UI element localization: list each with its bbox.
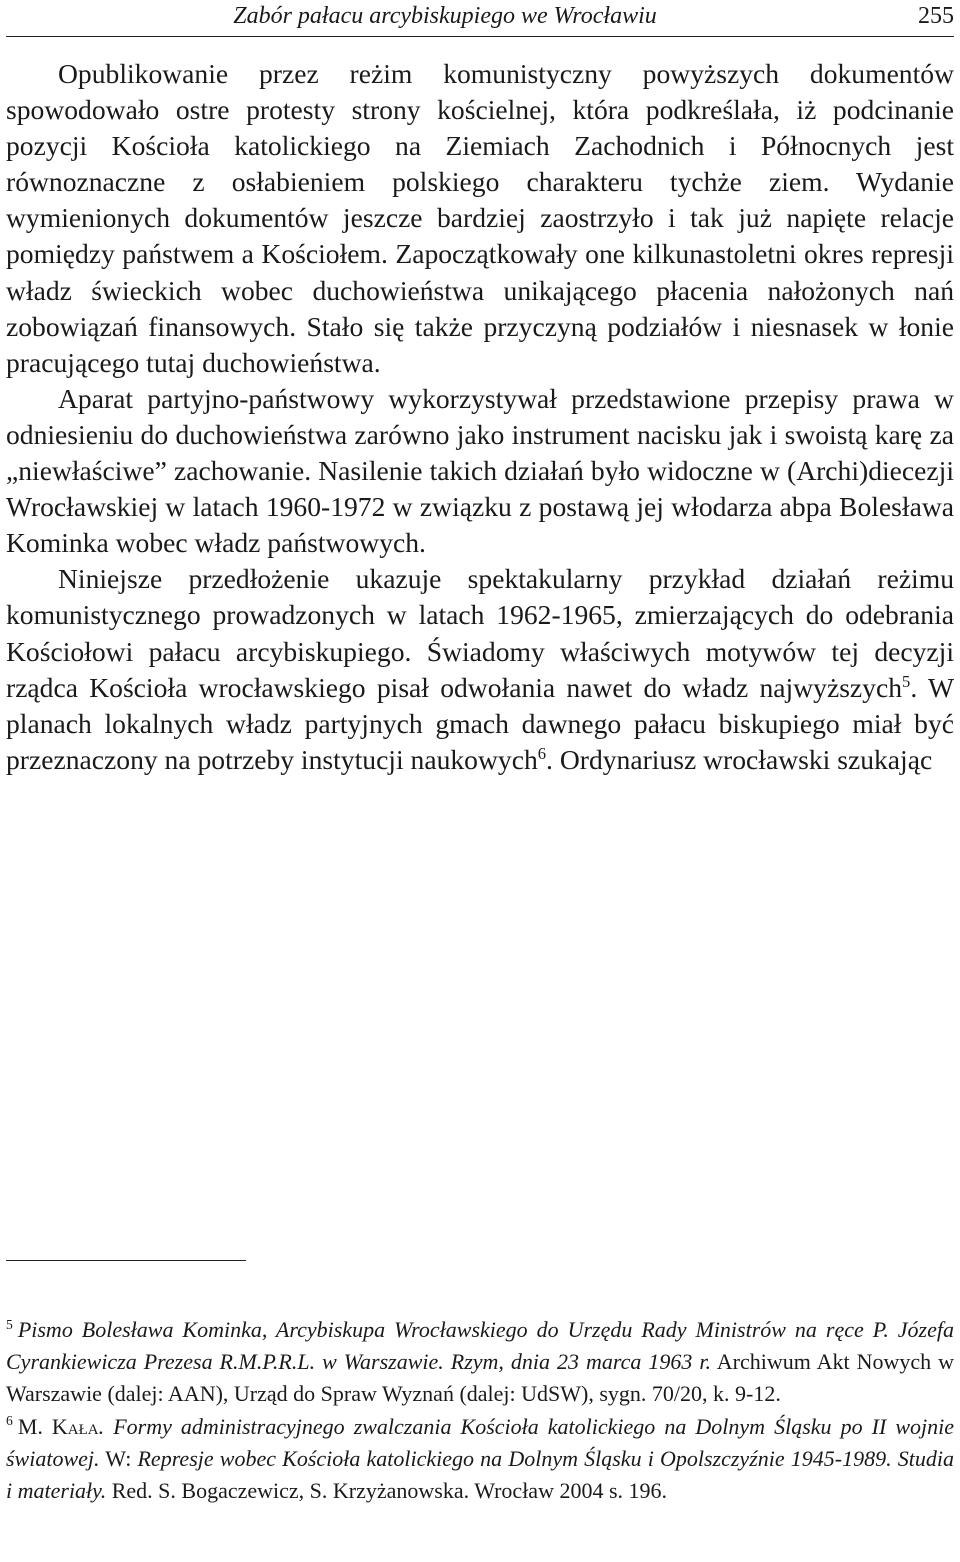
- footnote-6-source-title: Represje wobec Kościoła katolickiego na Dolnym Śląsku i Opolszczyźnie 1945-1989. Studia i materiały.: [6, 1445, 954, 1504]
- footnote-6-author-name: Kała: [51, 1413, 99, 1439]
- footnote-5-italic-text: Pismo Bolesława Kominka, Arcybiskupa Wrocławskiego do Urzędu Rady Ministrów na ręce P. Józefa Cyrankiewicza Prezesa R.M.P.R.L. w Warszawie. Rzym, dnia 23 marca 1963 r.: [6, 1317, 954, 1375]
- footnote-6-title: . Formy administracyjnego zwalczania Kościoła katolickiego na Dolnym Śląsku po II wojnie światowej.: [6, 1413, 954, 1471]
- paragraph-3-part-c: . Ordynariusz wrocławski szukając: [546, 743, 933, 775]
- paragraph-3-part-b: . W planach lokalnych władz partyjnych gmach dawnego pałacu biskupiego miał być przeznaczony na potrzeby instytucji naukowych: [6, 671, 955, 775]
- footnote-6: [6, 1411, 954, 1508]
- footnote-number: 6: [6, 1413, 13, 1429]
- paragraph-3: [6, 561, 954, 778]
- footnote-6-publication: Red. S. Bogaczewicz, S. Krzyżanowska. Wrocław 2004 s. 196.: [106, 1478, 668, 1504]
- footnote-6-author-initial: M.: [17, 1413, 52, 1439]
- footnote-reference-5[interactable]: 5: [902, 671, 911, 691]
- paragraph-2: Aparat partyjno-państwowy wykorzystywał przedstawione przepisy prawa w odniesieniu do duchowieństwa zarówno jako instrument nacisku jak i swoistą karę za „niewłaściwe” zachowanie. Nasilenie takich działań było widoczne w (Archi)diecezji Wrocławskiej w latach 1960-1972 w związku z postawą jej włodarza abpa Bolesława Kominka wobec władz państwowych.: [6, 382, 954, 559]
- footnote-6-in: W:: [99, 1445, 138, 1471]
- main-text: [6, 56, 954, 778]
- footnote-5: [6, 1314, 954, 1411]
- footnote-number: 5: [6, 1316, 13, 1332]
- running-title: Zabór pałacu arcybiskupiego we Wrocławiu: [233, 3, 657, 29]
- running-header: [6, 0, 954, 37]
- paragraph-3-part-a: Niniejsze przedłożenie ukazuje spektakularny przykład działań reżimu komunistycznego prowadzonych w latach 1962-1965, zmierzających do odebrania Kościołowi pałacu arcybiskupiego. Świadomy właściwych motywów tej decyzji rządca Kościoła wrocławskiego pisał odwołania nawet do władz najwyższych: [6, 563, 954, 703]
- page-number: 255: [918, 3, 954, 29]
- footnote-reference-6[interactable]: 6: [537, 743, 547, 763]
- footnote-5-archive-text: Archiwum Akt Nowych w Warszawie (dalej: AAN), Urząd do Spraw Wyznań (dalej: UdSW), sygn. 70/20, k. 9-12.: [6, 1349, 954, 1407]
- paragraph-1: Opublikowanie przez reżim komunistyczny powyższych dokumentów spowodowało ostre protesty strony kościelnej, która podkreślała, iż podcinanie pozycji Kościoła katolickiego na Ziemiach Zachodnich i Północnych jest równoznaczne z osłabieniem polskiego charakteru tychże ziem. Wydanie wymienionych dokumentów jeszcze bardziej zaostrzyło i tak już napięte relacje pomiędzy państwem a Kościołem. Zapoczątkowały one kilkunastoletni okres represji władz świeckich wobec duchowieństwa unikającego płacenia nałożonych nań zobowiązań finansowych. Stało się także przyczyną podziałów i niesnasek w łonie pracującego tutaj duchowieństwa.: [6, 58, 954, 378]
- footnote-separator: [6, 1260, 246, 1261]
- footnotes: [6, 1314, 954, 1507]
